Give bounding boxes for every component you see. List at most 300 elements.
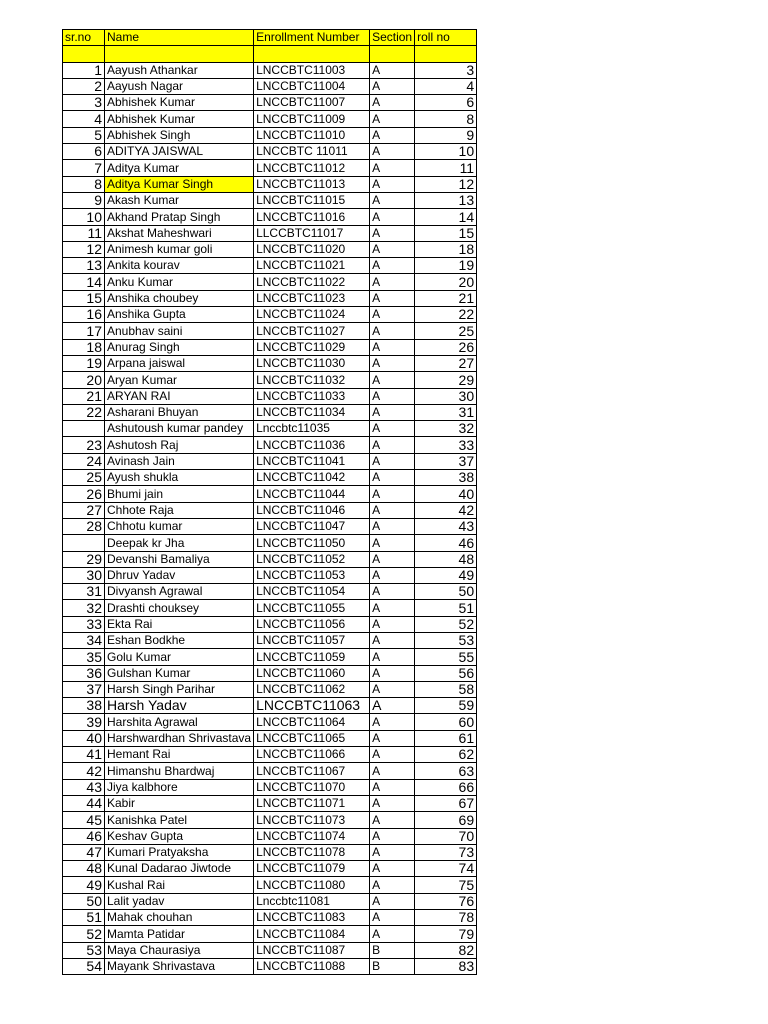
- cell-name[interactable]: Aditya Kumar Singh: [105, 176, 254, 192]
- cell-name[interactable]: Ashutosh Raj: [105, 437, 254, 453]
- cell-section[interactable]: A: [370, 535, 415, 551]
- cell-roll-no[interactable]: 42: [415, 502, 477, 518]
- cell-roll-no[interactable]: 83: [415, 958, 477, 974]
- cell-roll-no[interactable]: 37: [415, 453, 477, 469]
- cell-enrollment-number[interactable]: LNCCBTC11071: [254, 795, 370, 811]
- cell-name[interactable]: Akshat Maheshwari: [105, 225, 254, 241]
- table-row: [63, 372, 477, 388]
- cell-enrollment-number[interactable]: LNCCBTC11046: [254, 502, 370, 518]
- cell-section[interactable]: A: [370, 78, 415, 94]
- cell-roll-no[interactable]: 19: [415, 258, 477, 274]
- cell-name[interactable]: Ekta Rai: [105, 616, 254, 632]
- cell-roll-no[interactable]: 29: [415, 372, 477, 388]
- cell-enrollment-number[interactable]: Lnccbtc11035: [254, 421, 370, 437]
- cell-name[interactable]: Kabir: [105, 795, 254, 811]
- cell-sr-no[interactable]: 41: [63, 747, 105, 763]
- cell-name[interactable]: Harshita Agrawal: [105, 714, 254, 730]
- cell-enrollment-number[interactable]: Lnccbtc11081: [254, 893, 370, 909]
- cell-enrollment-number[interactable]: LNCCBTC11084: [254, 926, 370, 942]
- cell-enrollment-number[interactable]: LNCCBTC11055: [254, 600, 370, 616]
- cell-section[interactable]: B: [370, 942, 415, 958]
- cell-name[interactable]: Devanshi Bamaliya: [105, 551, 254, 567]
- cell-roll-no[interactable]: 9: [415, 127, 477, 143]
- cell-sr-no[interactable]: 27: [63, 502, 105, 518]
- cell-sr-no[interactable]: 15: [63, 290, 105, 306]
- cell-section[interactable]: A: [370, 274, 415, 290]
- cell-section[interactable]: A: [370, 225, 415, 241]
- cell-name[interactable]: ARYAN RAI: [105, 388, 254, 404]
- cell-roll-no[interactable]: 18: [415, 241, 477, 257]
- cell-enrollment-number[interactable]: LNCCBTC11021: [254, 258, 370, 274]
- cell-section[interactable]: A: [370, 453, 415, 469]
- cell-roll-no[interactable]: 26: [415, 339, 477, 355]
- cell-roll-no[interactable]: 20: [415, 274, 477, 290]
- cell-sr-no[interactable]: 46: [63, 828, 105, 844]
- cell-section[interactable]: A: [370, 62, 415, 78]
- cell-enrollment-number[interactable]: LNCCBTC11080: [254, 877, 370, 893]
- cell-sr-no[interactable]: 11: [63, 225, 105, 241]
- cell-enrollment-number[interactable]: LNCCBTC 11011: [254, 144, 370, 160]
- cell-section[interactable]: A: [370, 144, 415, 160]
- cell-roll-no[interactable]: 31: [415, 404, 477, 420]
- cell-roll-no[interactable]: 73: [415, 844, 477, 860]
- cell-section[interactable]: A: [370, 828, 415, 844]
- cell-enrollment-number[interactable]: LNCCBTC11057: [254, 632, 370, 648]
- cell[interactable]: [415, 46, 477, 62]
- cell-sr-no[interactable]: [63, 535, 105, 551]
- cell-name[interactable]: Mayank Shrivastava: [105, 958, 254, 974]
- cell-sr-no[interactable]: 40: [63, 730, 105, 746]
- cell-name[interactable]: Harshwardhan Shrivastava: [105, 730, 254, 746]
- cell-sr-no[interactable]: 6: [63, 144, 105, 160]
- cell-roll-no[interactable]: 63: [415, 763, 477, 779]
- cell-name[interactable]: Aditya Kumar: [105, 160, 254, 176]
- cell-sr-no[interactable]: 9: [63, 192, 105, 208]
- cell-enrollment-number[interactable]: LNCCBTC11044: [254, 486, 370, 502]
- table-row: [63, 584, 477, 600]
- cell-sr-no[interactable]: 8: [63, 176, 105, 192]
- cell-sr-no[interactable]: 42: [63, 763, 105, 779]
- cell-section[interactable]: A: [370, 763, 415, 779]
- cell-section[interactable]: A: [370, 616, 415, 632]
- cell-roll-no[interactable]: 3: [415, 62, 477, 78]
- cell-sr-no[interactable]: 5: [63, 127, 105, 143]
- cell-section[interactable]: A: [370, 518, 415, 534]
- table-row: [63, 274, 477, 290]
- cell-enrollment-number[interactable]: LNCCBTC11023: [254, 290, 370, 306]
- cell-roll-no[interactable]: 69: [415, 812, 477, 828]
- cell-sr-no[interactable]: 38: [63, 698, 105, 714]
- cell-roll-no[interactable]: 22: [415, 307, 477, 323]
- cell-section[interactable]: A: [370, 421, 415, 437]
- cell-name[interactable]: Ayush shukla: [105, 470, 254, 486]
- cell-name[interactable]: Golu Kumar: [105, 649, 254, 665]
- cell-sr-no[interactable]: 54: [63, 958, 105, 974]
- cell-roll-no[interactable]: 11: [415, 160, 477, 176]
- cell-enrollment-number[interactable]: LNCCBTC11016: [254, 209, 370, 225]
- cell-sr-no[interactable]: 13: [63, 258, 105, 274]
- cell-name[interactable]: Anubhav saini: [105, 323, 254, 339]
- cell-enrollment-number[interactable]: LNCCBTC11041: [254, 453, 370, 469]
- cell-enrollment-number[interactable]: LNCCBTC11062: [254, 681, 370, 697]
- cell-sr-no[interactable]: 3: [63, 95, 105, 111]
- cell-name[interactable]: Akash Kumar: [105, 192, 254, 208]
- header-enrollment-number[interactable]: Enrollment Number: [254, 30, 370, 46]
- cell-section[interactable]: A: [370, 730, 415, 746]
- cell-enrollment-number[interactable]: LNCCBTC11052: [254, 551, 370, 567]
- cell-section[interactable]: A: [370, 844, 415, 860]
- cell-name[interactable]: Kushal Rai: [105, 877, 254, 893]
- cell-section[interactable]: A: [370, 502, 415, 518]
- cell-sr-no[interactable]: 33: [63, 616, 105, 632]
- cell-name[interactable]: Abhishek Singh: [105, 127, 254, 143]
- cell-section[interactable]: A: [370, 486, 415, 502]
- cell-section[interactable]: A: [370, 95, 415, 111]
- cell-enrollment-number[interactable]: LNCCBTC11042: [254, 470, 370, 486]
- cell-roll-no[interactable]: 67: [415, 795, 477, 811]
- cell-name[interactable]: Maya Chaurasiya: [105, 942, 254, 958]
- cell-section[interactable]: A: [370, 795, 415, 811]
- cell-section[interactable]: A: [370, 910, 415, 926]
- cell-roll-no[interactable]: 75: [415, 877, 477, 893]
- cell-section[interactable]: A: [370, 437, 415, 453]
- cell-name[interactable]: Anshika choubey: [105, 290, 254, 306]
- cell-enrollment-number[interactable]: LNCCBTC11050: [254, 535, 370, 551]
- cell[interactable]: [370, 46, 415, 62]
- cell-sr-no[interactable]: 24: [63, 453, 105, 469]
- cell-section[interactable]: A: [370, 551, 415, 567]
- cell-roll-no[interactable]: 43: [415, 518, 477, 534]
- cell-sr-no[interactable]: 4: [63, 111, 105, 127]
- table-body: [63, 30, 477, 975]
- table-row: [63, 567, 477, 583]
- cell-enrollment-number[interactable]: LNCCBTC11020: [254, 241, 370, 257]
- cell-enrollment-number[interactable]: LNCCBTC11024: [254, 307, 370, 323]
- cell-sr-no[interactable]: 25: [63, 470, 105, 486]
- cell-section[interactable]: A: [370, 307, 415, 323]
- cell-roll-no[interactable]: 55: [415, 649, 477, 665]
- cell-sr-no[interactable]: 30: [63, 567, 105, 583]
- cell-enrollment-number[interactable]: LNCCBTC11065: [254, 730, 370, 746]
- cell-roll-no[interactable]: 32: [415, 421, 477, 437]
- cell-enrollment-number[interactable]: LNCCBTC11054: [254, 584, 370, 600]
- cell-roll-no[interactable]: 70: [415, 828, 477, 844]
- cell-sr-no[interactable]: 51: [63, 910, 105, 926]
- cell-sr-no[interactable]: 47: [63, 844, 105, 860]
- cell-roll-no[interactable]: 40: [415, 486, 477, 502]
- cell-section[interactable]: A: [370, 290, 415, 306]
- cell-name[interactable]: Kunal Dadarao Jiwtode: [105, 861, 254, 877]
- cell-enrollment-number[interactable]: LNCCBTC11022: [254, 274, 370, 290]
- cell-section[interactable]: A: [370, 600, 415, 616]
- cell-roll-no[interactable]: 58: [415, 681, 477, 697]
- cell-sr-no[interactable]: 28: [63, 518, 105, 534]
- cell-sr-no[interactable]: 50: [63, 893, 105, 909]
- cell-name[interactable]: Aayush Nagar: [105, 78, 254, 94]
- cell-section[interactable]: A: [370, 372, 415, 388]
- cell-name[interactable]: Jiya kalbhore: [105, 779, 254, 795]
- table-row: [63, 535, 477, 551]
- cell-name[interactable]: Mahak chouhan: [105, 910, 254, 926]
- cell-section[interactable]: A: [370, 355, 415, 371]
- cell-enrollment-number[interactable]: LNCCBTC11053: [254, 567, 370, 583]
- cell-enrollment-number[interactable]: LNCCBTC11036: [254, 437, 370, 453]
- cell-roll-no[interactable]: 30: [415, 388, 477, 404]
- header-section[interactable]: Section: [370, 30, 415, 46]
- cell-section[interactable]: A: [370, 665, 415, 681]
- cell-section[interactable]: A: [370, 877, 415, 893]
- cell-enrollment-number[interactable]: LNCCBTC11013: [254, 176, 370, 192]
- cell-enrollment-number[interactable]: LNCCBTC11032: [254, 372, 370, 388]
- cell-sr-no[interactable]: 22: [63, 404, 105, 420]
- cell-roll-no[interactable]: 14: [415, 209, 477, 225]
- cell-roll-no[interactable]: 33: [415, 437, 477, 453]
- cell-sr-no[interactable]: 43: [63, 779, 105, 795]
- cell-enrollment-number[interactable]: LNCCBTC11079: [254, 861, 370, 877]
- cell-sr-no[interactable]: 37: [63, 681, 105, 697]
- cell-roll-no[interactable]: 74: [415, 861, 477, 877]
- cell-sr-no[interactable]: 34: [63, 632, 105, 648]
- cell-sr-no[interactable]: 19: [63, 355, 105, 371]
- cell-enrollment-number[interactable]: LNCCBTC11074: [254, 828, 370, 844]
- cell-sr-no[interactable]: 7: [63, 160, 105, 176]
- header-name[interactable]: Name: [105, 30, 254, 46]
- cell-roll-no[interactable]: 48: [415, 551, 477, 567]
- cell-name[interactable]: Animesh kumar goli: [105, 241, 254, 257]
- cell-roll-no[interactable]: 51: [415, 600, 477, 616]
- cell-section[interactable]: A: [370, 861, 415, 877]
- blank-highlight-row: [63, 46, 477, 62]
- cell-enrollment-number[interactable]: LNCCBTC11010: [254, 127, 370, 143]
- cell-roll-no[interactable]: 46: [415, 535, 477, 551]
- cell-name[interactable]: Chhotu kumar: [105, 518, 254, 534]
- cell-sr-no[interactable]: 29: [63, 551, 105, 567]
- cell-roll-no[interactable]: 76: [415, 893, 477, 909]
- cell-section[interactable]: A: [370, 209, 415, 225]
- cell-enrollment-number[interactable]: LNCCBTC11003: [254, 62, 370, 78]
- cell-roll-no[interactable]: 38: [415, 470, 477, 486]
- cell-enrollment-number[interactable]: LNCCBTC11004: [254, 78, 370, 94]
- cell-sr-no[interactable]: 12: [63, 241, 105, 257]
- cell-enrollment-number[interactable]: LNCCBTC11088: [254, 958, 370, 974]
- cell-sr-no[interactable]: 1: [63, 62, 105, 78]
- cell-roll-no[interactable]: 78: [415, 910, 477, 926]
- cell-name[interactable]: Anurag Singh: [105, 339, 254, 355]
- cell-enrollment-number[interactable]: LNCCBTC11012: [254, 160, 370, 176]
- cell-section[interactable]: A: [370, 176, 415, 192]
- cell-roll-no[interactable]: 8: [415, 111, 477, 127]
- cell-roll-no[interactable]: 60: [415, 714, 477, 730]
- cell-name[interactable]: Akhand Pratap Singh: [105, 209, 254, 225]
- cell-name[interactable]: Deepak kr Jha: [105, 535, 254, 551]
- cell-enrollment-number[interactable]: LLCCBTC11017: [254, 225, 370, 241]
- cell-sr-no[interactable]: 21: [63, 388, 105, 404]
- cell-sr-no[interactable]: 20: [63, 372, 105, 388]
- cell-name[interactable]: Ankita kourav: [105, 258, 254, 274]
- cell-section[interactable]: A: [370, 111, 415, 127]
- cell-sr-no[interactable]: 31: [63, 584, 105, 600]
- cell-enrollment-number[interactable]: LNCCBTC11047: [254, 518, 370, 534]
- cell-enrollment-number[interactable]: LNCCBTC11073: [254, 812, 370, 828]
- cell-section[interactable]: A: [370, 388, 415, 404]
- cell-sr-no[interactable]: 48: [63, 861, 105, 877]
- cell-roll-no[interactable]: 6: [415, 95, 477, 111]
- cell-roll-no[interactable]: 59: [415, 698, 477, 714]
- cell-roll-no[interactable]: 21: [415, 290, 477, 306]
- cell-enrollment-number[interactable]: LNCCBTC11015: [254, 192, 370, 208]
- cell-name[interactable]: Avinash Jain: [105, 453, 254, 469]
- cell-section[interactable]: A: [370, 470, 415, 486]
- header-sr-no[interactable]: sr.no: [63, 30, 105, 46]
- cell-section[interactable]: A: [370, 339, 415, 355]
- cell-enrollment-number[interactable]: LNCCBTC11083: [254, 910, 370, 926]
- table-row: [63, 828, 477, 844]
- cell-sr-no[interactable]: 17: [63, 323, 105, 339]
- cell-enrollment-number[interactable]: LNCCBTC11034: [254, 404, 370, 420]
- cell-section[interactable]: A: [370, 323, 415, 339]
- cell-roll-no[interactable]: 82: [415, 942, 477, 958]
- cell-name[interactable]: Anku Kumar: [105, 274, 254, 290]
- cell-name[interactable]: Chhote Raja: [105, 502, 254, 518]
- cell-roll-no[interactable]: 25: [415, 323, 477, 339]
- cell-enrollment-number[interactable]: LNCCBTC11033: [254, 388, 370, 404]
- cell-section[interactable]: A: [370, 893, 415, 909]
- cell-section[interactable]: A: [370, 404, 415, 420]
- cell-sr-no[interactable]: 52: [63, 926, 105, 942]
- cell-name[interactable]: Divyansh Agrawal: [105, 584, 254, 600]
- cell-sr-no[interactable]: 44: [63, 795, 105, 811]
- cell[interactable]: [105, 46, 254, 62]
- cell-section[interactable]: A: [370, 649, 415, 665]
- header-roll-no[interactable]: roll no: [415, 30, 477, 46]
- cell-sr-no[interactable]: [63, 421, 105, 437]
- cell-enrollment-number[interactable]: LNCCBTC11063: [254, 698, 370, 714]
- cell-enrollment-number[interactable]: LNCCBTC11027: [254, 323, 370, 339]
- cell-name[interactable]: Eshan Bodkhe: [105, 632, 254, 648]
- cell-sr-no[interactable]: 10: [63, 209, 105, 225]
- cell-sr-no[interactable]: 36: [63, 665, 105, 681]
- cell[interactable]: [63, 46, 105, 62]
- cell-section[interactable]: A: [370, 192, 415, 208]
- cell-name[interactable]: Dhruv Yadav: [105, 567, 254, 583]
- cell-name[interactable]: Ashutoush kumar pandey: [105, 421, 254, 437]
- cell-section[interactable]: A: [370, 681, 415, 697]
- cell-enrollment-number[interactable]: LNCCBTC11070: [254, 779, 370, 795]
- cell-enrollment-number[interactable]: LNCCBTC11059: [254, 649, 370, 665]
- cell-roll-no[interactable]: 15: [415, 225, 477, 241]
- cell-name[interactable]: Arpana jaiswal: [105, 355, 254, 371]
- cell-sr-no[interactable]: 35: [63, 649, 105, 665]
- cell-enrollment-number[interactable]: LNCCBTC11009: [254, 111, 370, 127]
- cell-enrollment-number[interactable]: LNCCBTC11029: [254, 339, 370, 355]
- cell-enrollment-number[interactable]: LNCCBTC11066: [254, 747, 370, 763]
- table-row: [63, 665, 477, 681]
- cell-name[interactable]: Kanishka Patel: [105, 812, 254, 828]
- cell-sr-no[interactable]: 2: [63, 78, 105, 94]
- cell-section[interactable]: A: [370, 241, 415, 257]
- cell-sr-no[interactable]: 53: [63, 942, 105, 958]
- cell-section[interactable]: A: [370, 632, 415, 648]
- cell-section[interactable]: A: [370, 567, 415, 583]
- table-row: [63, 812, 477, 828]
- cell-enrollment-number[interactable]: LNCCBTC11067: [254, 763, 370, 779]
- cell-roll-no[interactable]: 79: [415, 926, 477, 942]
- cell-name[interactable]: Bhumi jain: [105, 486, 254, 502]
- cell-enrollment-number[interactable]: LNCCBTC11056: [254, 616, 370, 632]
- cell-section[interactable]: A: [370, 812, 415, 828]
- cell-roll-no[interactable]: 62: [415, 747, 477, 763]
- cell-section[interactable]: A: [370, 698, 415, 714]
- cell-sr-no[interactable]: 45: [63, 812, 105, 828]
- cell-name[interactable]: Drashti chouksey: [105, 600, 254, 616]
- cell-roll-no[interactable]: 27: [415, 355, 477, 371]
- cell-roll-no[interactable]: 4: [415, 78, 477, 94]
- cell-name[interactable]: Gulshan Kumar: [105, 665, 254, 681]
- cell-sr-no[interactable]: 39: [63, 714, 105, 730]
- cell-roll-no[interactable]: 50: [415, 584, 477, 600]
- cell-sr-no[interactable]: 16: [63, 307, 105, 323]
- cell-name[interactable]: Abhishek Kumar: [105, 95, 254, 111]
- cell-section[interactable]: A: [370, 926, 415, 942]
- cell-name[interactable]: Harsh Yadav: [105, 698, 254, 714]
- cell-roll-no[interactable]: 12: [415, 176, 477, 192]
- cell-roll-no[interactable]: 10: [415, 144, 477, 160]
- cell-name[interactable]: Aayush Athankar: [105, 62, 254, 78]
- cell-sr-no[interactable]: 14: [63, 274, 105, 290]
- cell-name[interactable]: Aryan Kumar: [105, 372, 254, 388]
- cell-name[interactable]: Himanshu Bhardwaj: [105, 763, 254, 779]
- cell-enrollment-number[interactable]: LNCCBTC11087: [254, 942, 370, 958]
- cell-section[interactable]: A: [370, 584, 415, 600]
- cell-roll-no[interactable]: 13: [415, 192, 477, 208]
- cell-name[interactable]: Mamta Patidar: [105, 926, 254, 942]
- cell-enrollment-number[interactable]: LNCCBTC11064: [254, 714, 370, 730]
- cell-roll-no[interactable]: 49: [415, 567, 477, 583]
- cell-name[interactable]: Asharani Bhuyan: [105, 404, 254, 420]
- cell-enrollment-number[interactable]: LNCCBTC11078: [254, 844, 370, 860]
- cell-section[interactable]: A: [370, 779, 415, 795]
- cell-sr-no[interactable]: 26: [63, 486, 105, 502]
- cell-roll-no[interactable]: 61: [415, 730, 477, 746]
- cell-roll-no[interactable]: 56: [415, 665, 477, 681]
- cell-enrollment-number[interactable]: LNCCBTC11030: [254, 355, 370, 371]
- cell-enrollment-number[interactable]: LNCCBTC11060: [254, 665, 370, 681]
- cell-roll-no[interactable]: 66: [415, 779, 477, 795]
- cell-name[interactable]: Kumari Pratyaksha: [105, 844, 254, 860]
- cell-name[interactable]: Lalit yadav: [105, 893, 254, 909]
- cell-name[interactable]: ADITYA JAISWAL: [105, 144, 254, 160]
- cell-name[interactable]: Keshav Gupta: [105, 828, 254, 844]
- cell-section[interactable]: A: [370, 127, 415, 143]
- cell[interactable]: [254, 46, 370, 62]
- cell-sr-no[interactable]: 23: [63, 437, 105, 453]
- cell-section[interactable]: A: [370, 747, 415, 763]
- cell-section[interactable]: A: [370, 714, 415, 730]
- cell-section[interactable]: B: [370, 958, 415, 974]
- cell-name[interactable]: Abhishek Kumar: [105, 111, 254, 127]
- cell-enrollment-number[interactable]: LNCCBTC11007: [254, 95, 370, 111]
- cell-section[interactable]: A: [370, 258, 415, 274]
- cell-section[interactable]: A: [370, 160, 415, 176]
- cell-roll-no[interactable]: 53: [415, 632, 477, 648]
- cell-roll-no[interactable]: 52: [415, 616, 477, 632]
- cell-name[interactable]: Anshika Gupta: [105, 307, 254, 323]
- cell-name[interactable]: Harsh Singh Parihar: [105, 681, 254, 697]
- cell-sr-no[interactable]: 49: [63, 877, 105, 893]
- cell-name[interactable]: Hemant Rai: [105, 747, 254, 763]
- cell-sr-no[interactable]: 18: [63, 339, 105, 355]
- cell-sr-no[interactable]: 32: [63, 600, 105, 616]
